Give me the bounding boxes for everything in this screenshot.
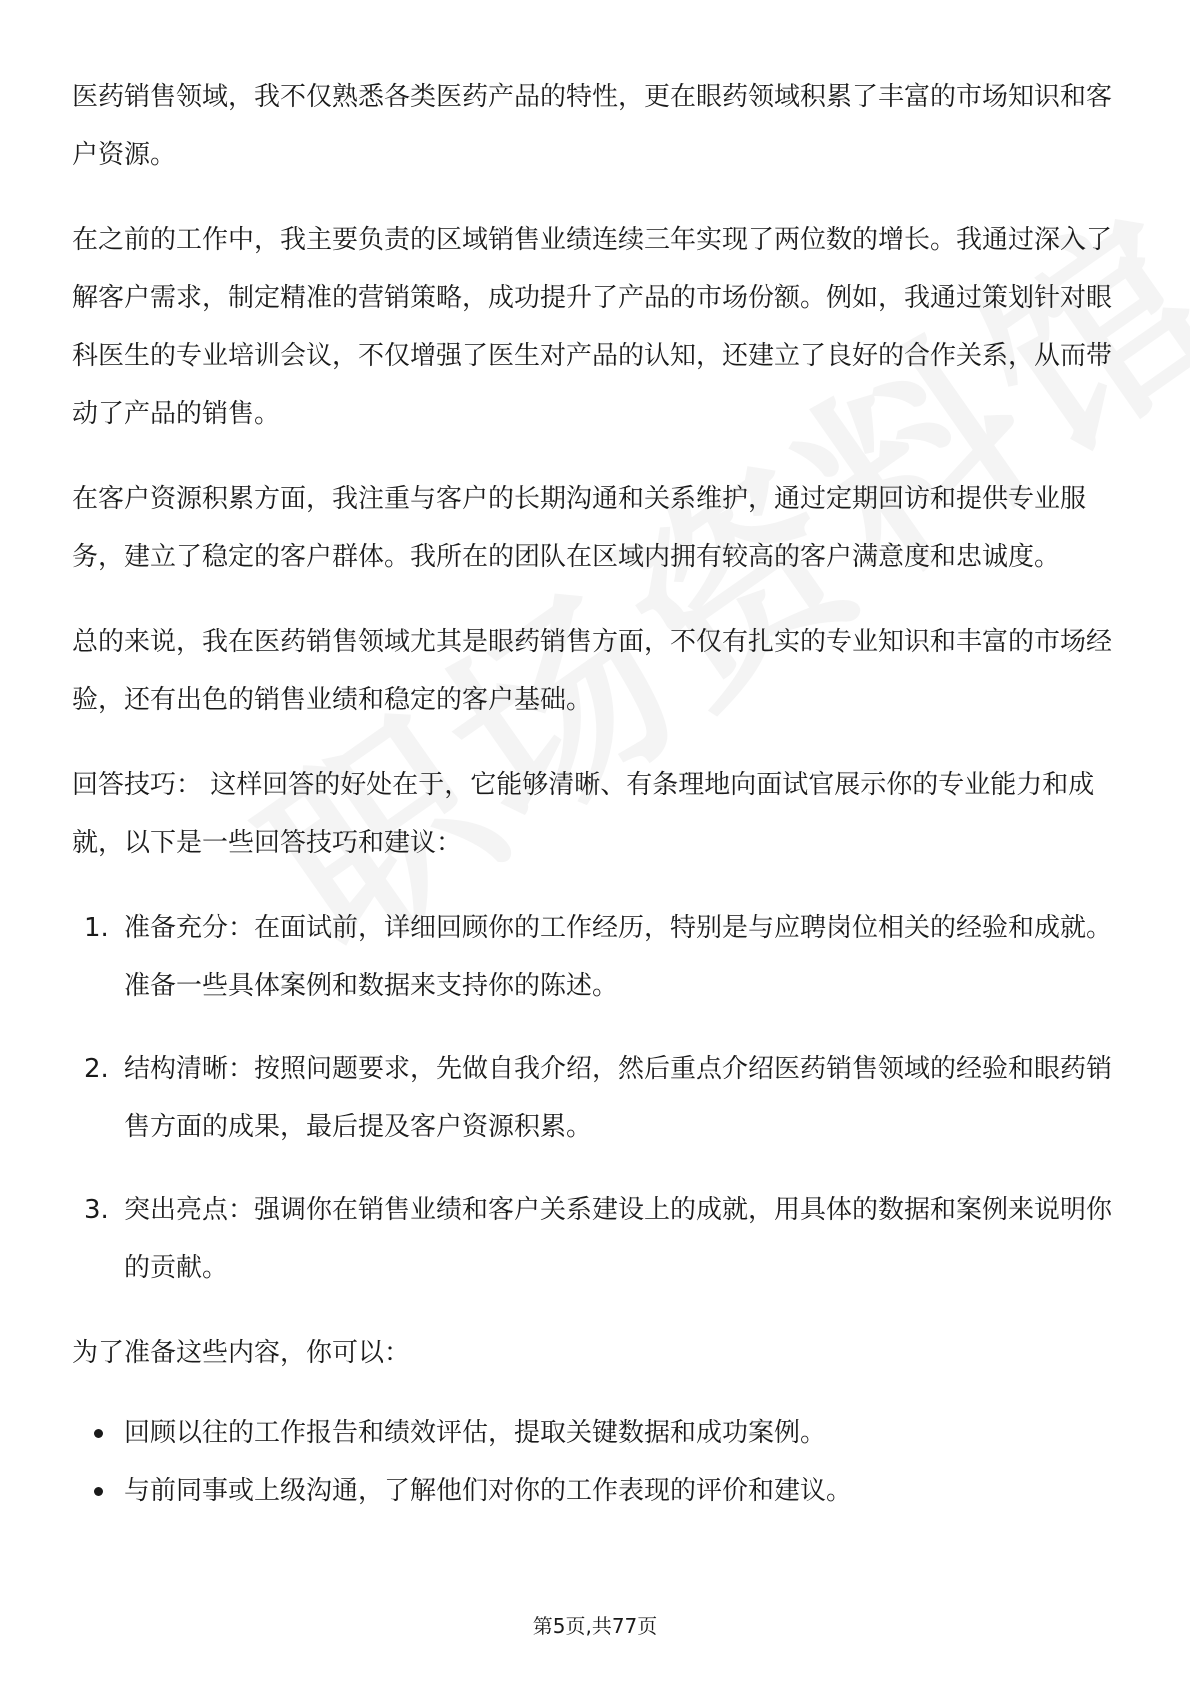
- bullet-icon: [94, 1429, 103, 1438]
- list-item: [72, 1181, 1122, 1297]
- list-item-text: 回顾以往的工作报告和绩效评估，提取关键数据和成功案例。: [124, 1418, 827, 1448]
- list-item-text: 准备充分：在面试前，详细回顾你的工作经历，特别是与应聘岗位相关的经验和成就。准备一些具体案例和数据来支持你的陈述。: [124, 913, 1113, 1001]
- paragraph-summary: 总的来说，我在医药销售领域尤其是眼药销售方面，不仅有扎实的专业知识和丰富的市场经验，还有出色的销售业绩和稳定的客户基础。: [72, 627, 1113, 715]
- list-item: [72, 1404, 1122, 1462]
- list-item-text: 与前同事或上级沟通，了解他们对你的工作表现的评价和建议。: [124, 1476, 853, 1506]
- list-number: 3.: [84, 1195, 109, 1225]
- list-item: [72, 1462, 1122, 1520]
- prep-list: [72, 1404, 1122, 1520]
- document-body: [72, 68, 1122, 1520]
- bullet-icon: [94, 1487, 103, 1496]
- list-item: [72, 1040, 1122, 1156]
- list-number: 2.: [84, 1054, 109, 1084]
- list-item-text: 结构清晰：按照问题要求，先做自我介绍，然后重点介绍医药销售领域的经验和眼药销售方面的成果，最后提及客户资源积累。: [124, 1054, 1113, 1142]
- list-number: 1.: [84, 913, 109, 943]
- paragraph-tips-intro: 回答技巧： 这样回答的好处在于，它能够清晰、有条理地向面试官展示你的专业能力和成就，以下是一些回答技巧和建议：: [72, 770, 1095, 858]
- tips-list: [72, 899, 1122, 1297]
- paragraph-intro: 医药销售领域，我不仅熟悉各类医药产品的特性，更在眼药领域积累了丰富的市场知识和客户资源。: [72, 82, 1113, 170]
- list-item: [72, 899, 1122, 1015]
- paragraph-prep-intro: 为了准备这些内容，你可以：: [72, 1338, 411, 1368]
- paragraph-experience: 在之前的工作中，我主要负责的区域销售业绩连续三年实现了两位数的增长。我通过深入了解客户需求，制定精准的营销策略，成功提升了产品的市场份额。例如，我通过策划针对眼科医生的专业培训会议，不仅增强了医生对产品的认知，还建立了良好的合作关系，从而带动了产品的销售。: [72, 225, 1113, 429]
- paragraph-clients: 在客户资源积累方面，我注重与客户的长期沟通和关系维护，通过定期回访和提供专业服务，建立了稳定的客户群体。我所在的团队在区域内拥有较高的客户满意度和忠诚度。: [72, 484, 1087, 572]
- list-item-text: 突出亮点：强调你在销售业绩和客户关系建设上的成就，用具体的数据和案例来说明你的贡献。: [124, 1195, 1113, 1283]
- page-number: 第5页,共77页: [532, 1614, 658, 1638]
